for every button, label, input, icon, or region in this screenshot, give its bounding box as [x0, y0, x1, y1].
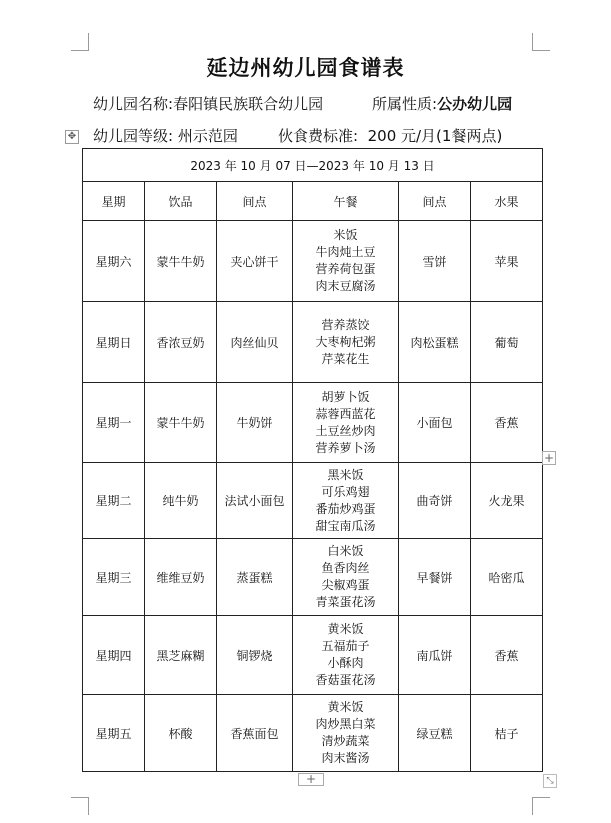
snack-cell: 铜锣烧	[217, 616, 293, 695]
menu-row	[83, 695, 543, 772]
table-resize-icon[interactable]: ⤡	[543, 774, 557, 788]
fruit-cell: 香蕉	[471, 383, 543, 463]
lunch-dish: 芹菜花生	[321, 351, 370, 366]
fruit-cell: 火龙果	[471, 463, 543, 539]
lunch-dish: 小酥肉	[327, 656, 364, 670]
snack-cell: 法试小面包	[217, 463, 293, 539]
fee-label: 伙食费标准:	[278, 127, 359, 145]
drink-cell: 杯酸	[145, 695, 217, 772]
header-snack: 间点	[399, 182, 471, 221]
drink-cell: 纯牛奶	[145, 463, 217, 539]
menu-row	[83, 616, 543, 695]
menu-row	[83, 221, 543, 302]
add-column-plus-icon[interactable]: +	[543, 451, 555, 465]
lunch-cell	[293, 463, 399, 539]
lunch-dish: 清炒蔬菜	[321, 734, 370, 748]
kindergarten-name	[93, 93, 323, 114]
day-cell: 星期二	[83, 463, 145, 539]
lunch-dish: 营养萝卜汤	[315, 440, 376, 455]
drink-cell: 香浓豆奶	[145, 302, 217, 383]
lunch-dish: 番茄炒鸡蛋	[315, 501, 376, 516]
snack-cell: 小面包	[399, 383, 471, 463]
header-snack: 间点	[217, 182, 293, 221]
menu-row	[83, 302, 543, 383]
lunch-dish: 黑米饭	[327, 467, 364, 482]
grade-label: 幼儿园等级:	[93, 127, 174, 145]
lunch-dish: 营养荷包蛋	[315, 262, 376, 276]
lunch-dish: 胡萝卜饭	[321, 389, 370, 404]
lunch-dish: 土豆丝炒肉	[315, 423, 376, 438]
fruit-cell: 哈密瓜	[471, 539, 543, 616]
lunch-dish: 甜宝南瓜汤	[315, 518, 376, 533]
snack-cell: 牛奶饼	[217, 383, 293, 463]
header-lunch: 午餐	[293, 182, 399, 221]
date-range: 2023 年 10 月 07 日—2023 年 10 月 13 日	[83, 149, 543, 182]
lunch-dish: 黄米饭	[327, 622, 364, 636]
header-row	[83, 182, 543, 221]
snack-cell: 早餐饼	[399, 539, 471, 616]
name-value: 春阳镇民族联合幼儿园	[173, 95, 324, 113]
fee-value: 200 元/月(1餐两点)	[367, 127, 503, 145]
page-corner-mark	[71, 797, 89, 815]
lunch-dish: 肉末酱汤	[321, 751, 370, 765]
menu-row	[83, 383, 543, 463]
day-cell: 星期五	[83, 695, 145, 772]
page-corner-mark	[71, 33, 89, 51]
lunch-dish: 蒜蓉西蓝花	[315, 406, 376, 421]
date-range-row	[83, 149, 543, 182]
page-corner-mark	[532, 797, 550, 815]
day-cell: 星期三	[83, 539, 145, 616]
document-title: 延边州幼儿园食谱表	[206, 55, 405, 80]
menu-table	[82, 148, 543, 772]
lunch-dish: 鱼香肉丝	[321, 561, 370, 575]
lunch-dish: 肉末豆腐汤	[315, 279, 376, 293]
drink-cell: 黑芝麻糊	[145, 616, 217, 695]
snack-cell: 香蕉面包	[217, 695, 293, 772]
lunch-dish: 白米饭	[327, 544, 364, 558]
day-cell: 星期日	[83, 302, 145, 383]
snack-cell: 肉松蛋糕	[399, 302, 471, 383]
fruit-cell: 香蕉	[471, 616, 543, 695]
lunch-cell	[293, 383, 399, 463]
day-cell: 星期一	[83, 383, 145, 463]
snack-cell: 蒸蛋糕	[217, 539, 293, 616]
grade-value: 州示范园	[177, 127, 238, 145]
snack-cell: 夹心饼干	[217, 221, 293, 302]
lunch-cell	[293, 221, 399, 302]
lunch-dish: 青菜蛋花汤	[315, 595, 376, 609]
snack-cell: 绿豆糕	[399, 695, 471, 772]
header-fruit: 水果	[471, 182, 543, 221]
name-label: 幼儿园名称:	[93, 95, 174, 113]
lunch-dish: 五福茄子	[321, 639, 370, 653]
drink-cell: 蒙牛牛奶	[145, 221, 217, 302]
menu-row	[83, 539, 543, 616]
header-drink: 饮品	[145, 182, 217, 221]
fruit-cell: 苹果	[471, 221, 543, 302]
menu-row	[83, 463, 543, 539]
add-row-plus-icon[interactable]: +	[298, 773, 324, 786]
kindergarten-nature	[372, 93, 512, 114]
lunch-cell	[293, 695, 399, 772]
fruit-cell: 葡萄	[471, 302, 543, 383]
lunch-dish: 牛肉炖土豆	[315, 245, 376, 259]
meal-fee	[278, 125, 502, 146]
lunch-dish: 可乐鸡翅	[321, 484, 370, 499]
nature-value: 公办幼儿园	[437, 95, 513, 113]
lunch-cell	[293, 539, 399, 616]
drink-cell: 维维豆奶	[145, 539, 217, 616]
page-corner-mark	[532, 33, 550, 51]
table-move-handle-icon[interactable]: ✥	[65, 130, 79, 144]
snack-cell: 雪饼	[399, 221, 471, 302]
kindergarten-grade	[93, 125, 238, 146]
lunch-cell	[293, 616, 399, 695]
lunch-dish: 米饭	[333, 228, 358, 242]
drink-cell: 蒙牛牛奶	[145, 383, 217, 463]
lunch-dish: 尖椒鸡蛋	[321, 578, 370, 592]
header-day: 星期	[83, 182, 145, 221]
nature-label: 所属性质:	[372, 95, 438, 113]
lunch-dish: 大枣枸杞粥	[315, 334, 376, 349]
lunch-dish: 肉炒黑白菜	[315, 717, 376, 731]
snack-cell: 南瓜饼	[399, 616, 471, 695]
fruit-cell: 桔子	[471, 695, 543, 772]
lunch-dish: 香菇蛋花汤	[315, 673, 376, 687]
day-cell: 星期六	[83, 221, 145, 302]
snack-cell: 肉丝仙贝	[217, 302, 293, 383]
lunch-cell	[293, 302, 399, 383]
day-cell: 星期四	[83, 616, 145, 695]
lunch-dish: 营养蒸饺	[321, 317, 370, 332]
snack-cell: 曲奇饼	[399, 463, 471, 539]
lunch-dish: 黄米饭	[327, 700, 364, 714]
